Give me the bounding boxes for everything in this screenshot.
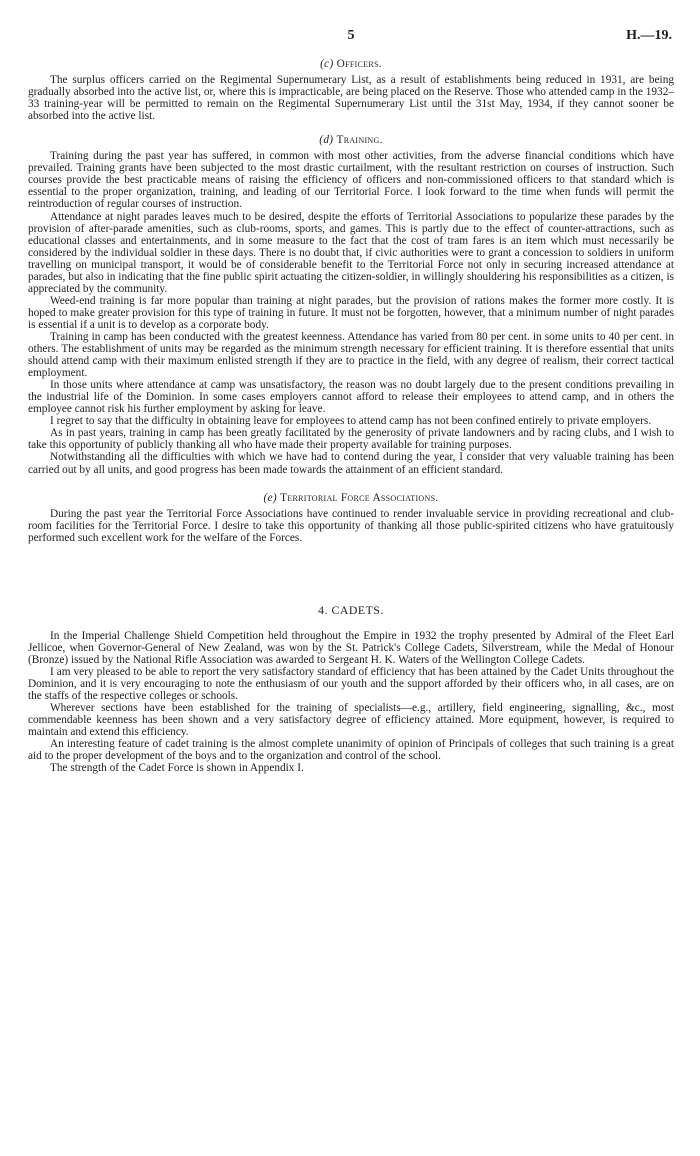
officers-heading-letter: (c) <box>320 58 334 70</box>
training-heading-title: Training. <box>336 134 383 147</box>
officers-heading-title: Officers. <box>336 58 382 70</box>
associations-heading-title: Territorial Force Associations. <box>280 491 439 504</box>
training-paragraph-6: I regret to say that the difficulty in obtaining leave for employees to attend camp has not been confined entirely to private employers. <box>50 415 652 428</box>
cadets-paragraph-1: In the Imperial Challenge Shield Competition held throughout the Empire in 1932 the trophy presented by Admiral of the Fleet Earl Jellicoe, when Governor-General of New Zealand, was won by the St. Patrick's College Cadets, Silverstream, while the Medal of Honour (Bronze) issued by the National Rifle Association was awarded to Sergeant H. K. Waters of the Wellington College Cadets. <box>28 629 674 666</box>
cadets-paragraph-5: The strength of the Cadet Force is shown in Appendix I. <box>50 762 304 775</box>
training-heading <box>28 134 674 146</box>
training-paragraph-1: Training during the past year has suffered, in common with most other activities, from the adverse financial conditions which have prevailed. Training grants have been subjected to the most drastic curtailment, with the resultant restriction on courses of instruction. Such courses provide the best practicable means of raising the efficiency of officers and non-commissioned officers to that standard which is essential to the proper organization, training, and leading of our Territorial Force. I look forward to the time when funds will permit the reintroduction of regular courses of instruction. <box>28 150 674 211</box>
document-page <box>28 30 674 774</box>
cadets-paragraph-2: I am very pleased to be able to report the very satisfactory standard of efficiency that has been attained by the Cadet Units throughout the Dominion, and it is very encouraging to note the enthusiasm of our youth and the support afforded by their officers who, in all cases, are on the staffs of the respective colleges or schools. <box>28 665 674 703</box>
associations-heading-letter: (e) <box>263 491 277 504</box>
training-paragraph-5: In those units where attendance at camp was unsatisfactory, the reason was no doubt largely due to the present conditions prevailing in the industrial life of the Dominion. In some cases employers cannot afford to release their employees to attend camp, and in others the employee cannot risk his further employment by asking for leave. <box>28 379 674 416</box>
training-paragraph-4: Training in camp has been conducted with the greatest keenness. Attendance has varied from 80 per cent. in some units to 40 per cent. in others. The establishment of units may be regarded as the minimum strength necessary for efficient training. It is therefore essential that units should attend camp with their maximum enlisted strength if they are to practice in the field, with any degree of realism, their correct tactical employment. <box>28 330 674 380</box>
training-heading-letter: (d) <box>319 134 334 147</box>
training-paragraph-3: Weed-end training is far more popular than training at night parades, but the provision of rations makes the former more costly. It is hoped to make greater provision for this type of training in future. It must not be forgotten, however, that a minimum number of night parades is essential if a unit is to develop as a corporate body. <box>28 294 674 331</box>
associations-heading <box>28 492 674 504</box>
cadets-heading: 4. CADETS. <box>318 602 384 617</box>
cadets-paragraph-3: Wherever sections have been established for the training of specialists—e.g., artillery, field engineering, signalling, &c., most commendable keenness has been shown and a very satisfactory degree of efficiency attained. More equipment, however, is required to maintain and extend this efficiency. <box>28 702 674 739</box>
training-paragraph-7: As in past years, training in camp has been greatly facilitated by the generosity of private landowners and by racing clubs, and I wish to take this opportunity of publicly thanking all who have made their property available for training purposes. <box>28 427 674 452</box>
officers-paragraph-1: The surplus officers carried on the Regimental Supernumerary List, as a result of establishments being reduced in 1931, are being gradually absorbed into the active list, or, where this is impracticable, are being placed on the Reserve. Those who attended camp in the 1932–33 training-year will be permitted to remain on the Regimental Supernumerary List until the 31st May, 1934, if they cannot sooner be absorbed into the active list. <box>28 74 674 123</box>
page-number: 5 <box>347 28 355 43</box>
officers-heading <box>28 58 674 70</box>
cadets-paragraph-4: An interesting feature of cadet training is the almost complete unanimity of opinion of Principals of colleges that such training is a great aid to the proper development of the boys and to the organization and control of the school. <box>28 738 674 763</box>
page-header <box>28 30 674 52</box>
training-paragraph-2: Attendance at night parades leaves much to be desired, despite the efforts of Territorial Associations to popularize these parades by the provision of after-parade amenities, such as club-rooms, sports, and games. This is partly due to the effect of counter-attractions, such as educational classes and entertainments, and in some measure to the fact that the cost of tram fares is an item which must necessarily be considered by the individual soldier in these days. There is no doubt that, if civic authorities were to grant a concession to soldiers in uniform travelling on municipal transport, it would be of considerable benefit to the Territorial Force not only in securing increased attendance at parades, but also in indicating that the fine public spirit actuating the citizen-soldier, in willingly shouldering his responsibilities as a citizen, is appreciated by the community. <box>28 210 674 295</box>
associations-paragraph-1: During the past year the Territorial Force Associations have continued to render invaluable service in providing recreational and club-room facilities for the Territorial Force. I desire to take this opportunity of thanking all those public-spirited citizens who have gratuitously performed such excellent work for the welfare of the Forces. <box>28 507 674 544</box>
document-reference: H.—19. <box>626 28 672 43</box>
training-paragraph-8: Notwithstanding all the difficulties with which we have had to contend during the year, I consider that very valuable training has been carried out by all units, and good progress has been made towards the attainment of an efficient standard. <box>28 451 674 476</box>
